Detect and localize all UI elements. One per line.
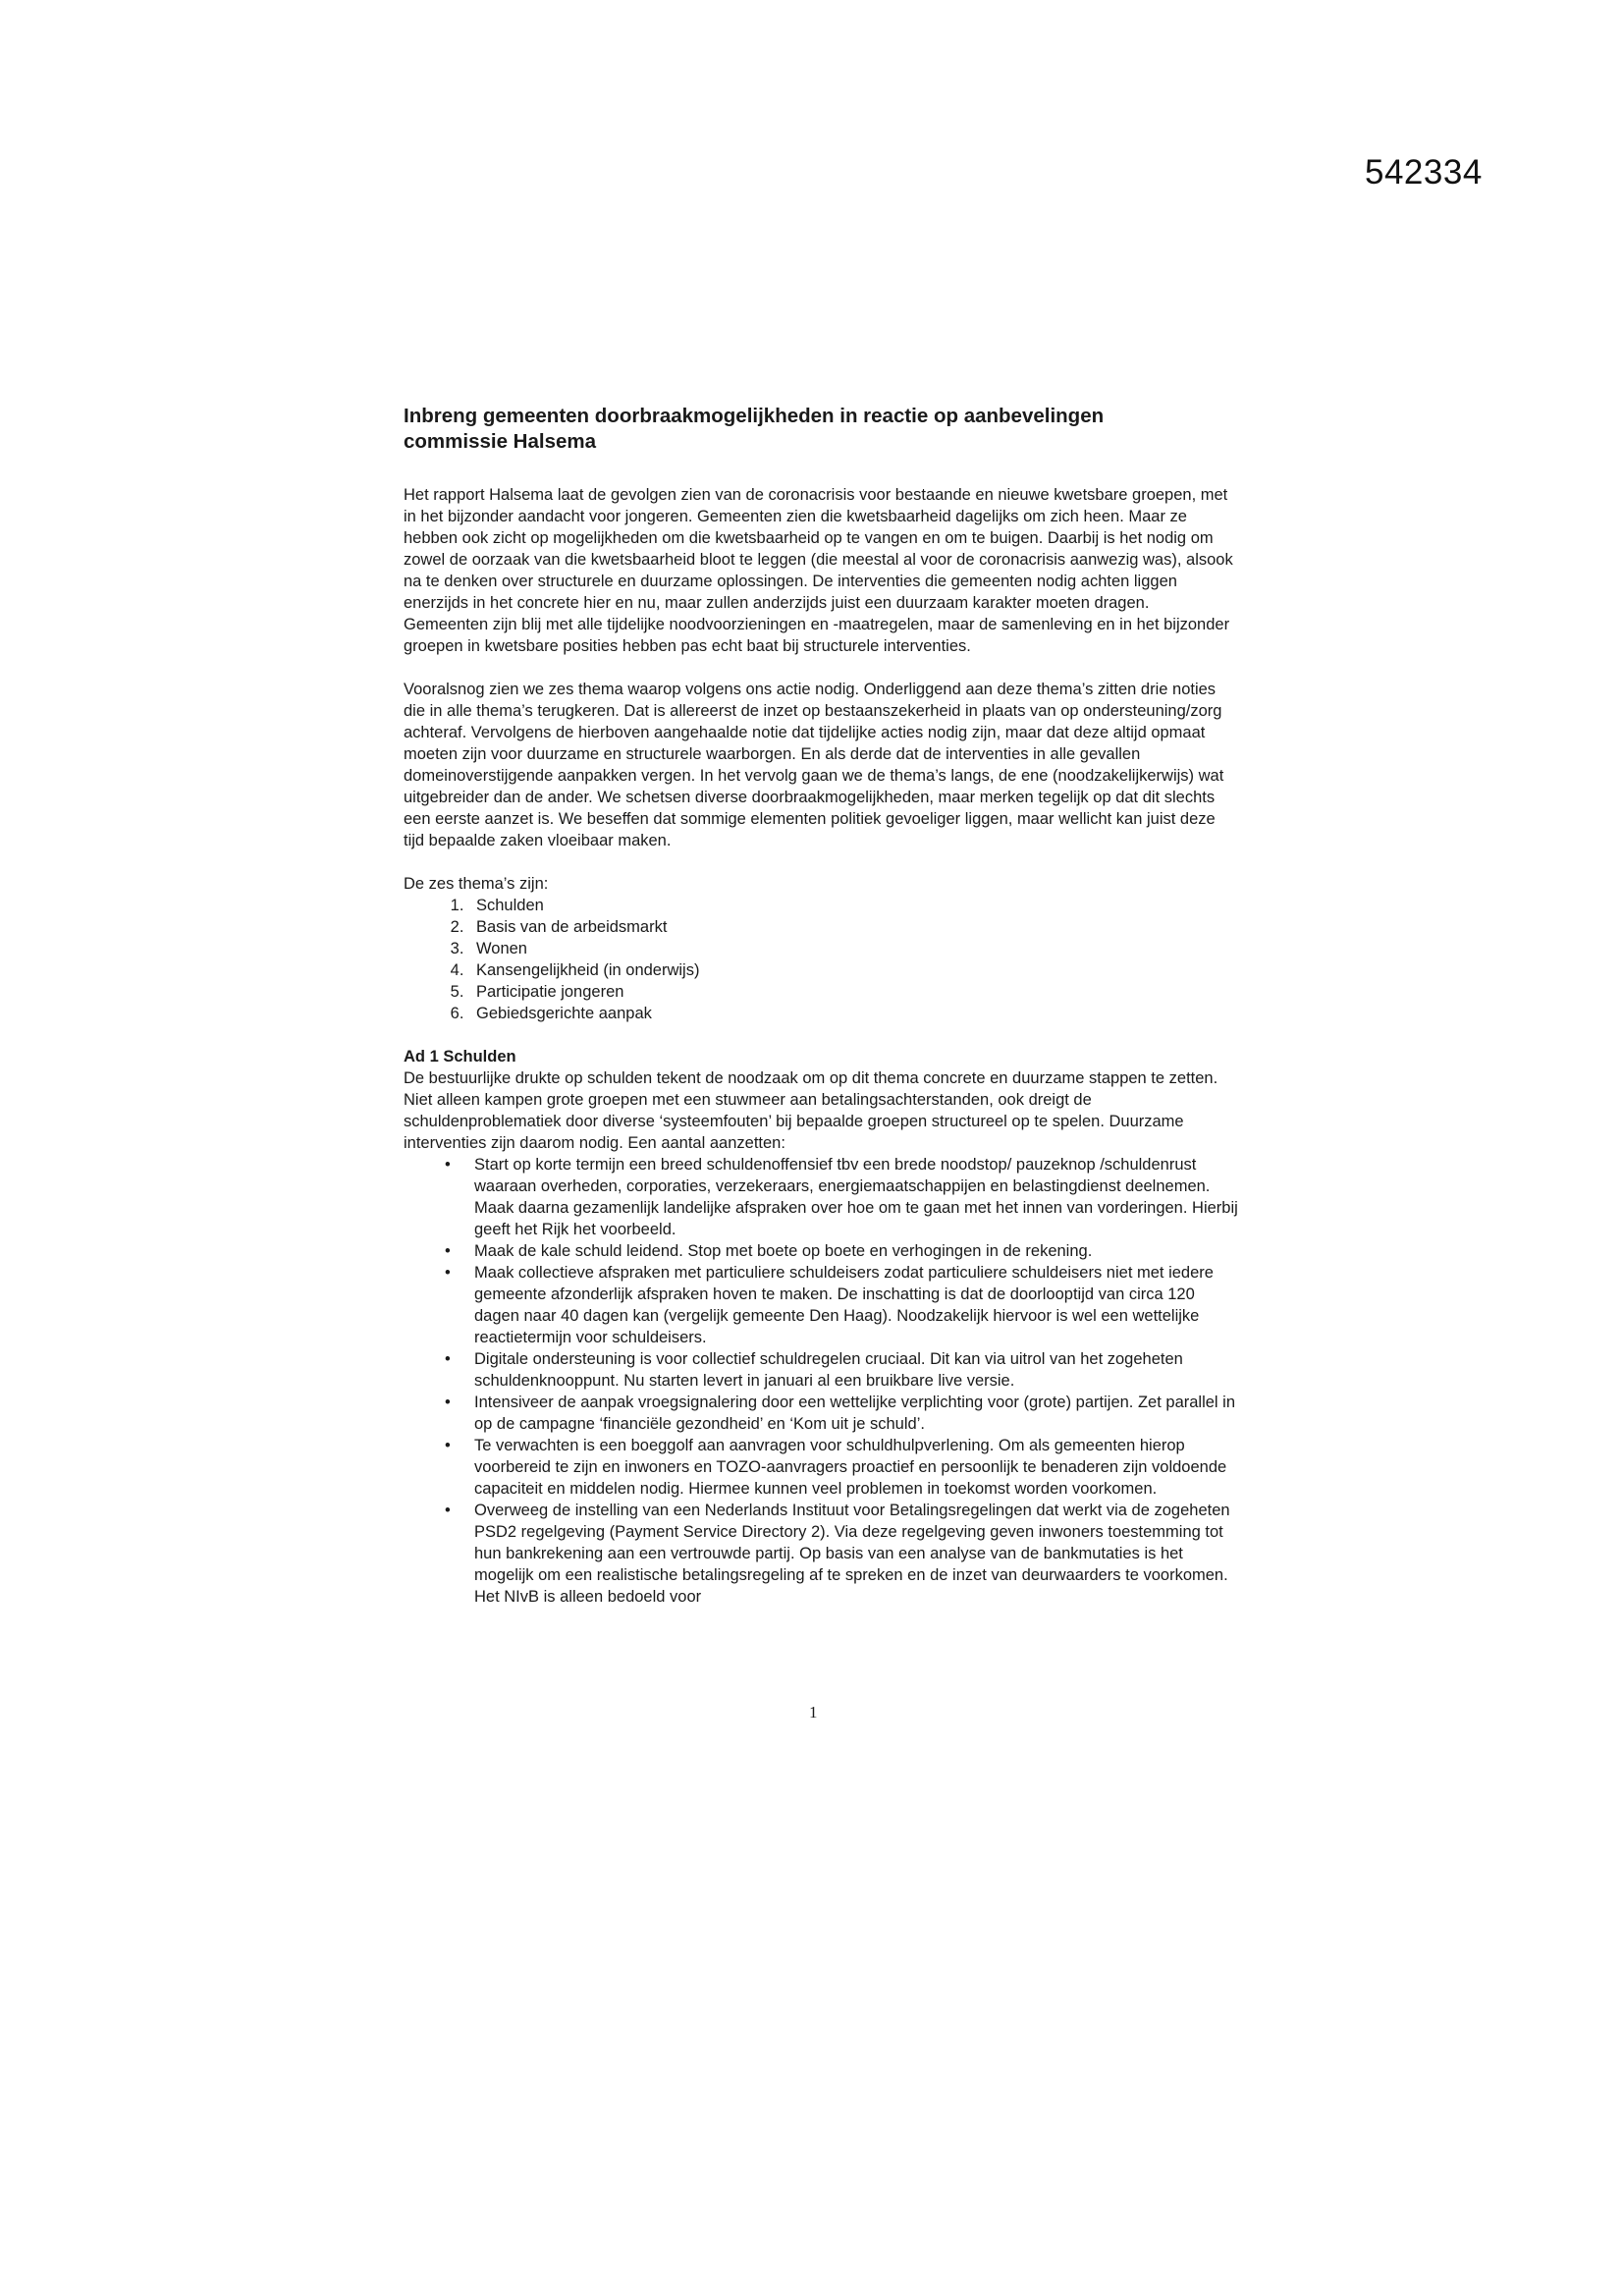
- action-list: [404, 1154, 1238, 1608]
- list-item: [445, 1392, 1238, 1435]
- themes-intro: De zes thema’s zijn:: [404, 875, 549, 893]
- list-item-text: Maak de kale schuld leidend. Stop met boete op boete en verhogingen in de rekening.: [474, 1242, 1093, 1260]
- list-item: 3. Wonen: [468, 938, 1238, 959]
- bullet-icon: •: [445, 1156, 451, 1174]
- list-item: [445, 1154, 1238, 1240]
- bullet-icon: •: [445, 1350, 451, 1368]
- list-item-text: Intensiveer de aanpak vroegsignalering door een wettelijke verplichting voor (grote) partijen. Zet parallel in op de campagne ‘financiële gezondheid’ en ‘Kom uit je schuld’.: [474, 1394, 1236, 1433]
- list-item: [445, 1240, 1238, 1262]
- list-item-text: Maak collectieve afspraken met particuliere schuldeisers zodat particuliere schuldeisers niet met iedere gemeente afzonderlijk afspraken hoven te maken. De inschatting is dat de doorlooptijd van circa 120 dagen naar 40 dagen kan (vergelijk gemeente Den Haag). Noodzakelijk hiervoor is wel een wettelijke reactietermijn voor schuldeisers.: [474, 1264, 1214, 1346]
- list-item: [445, 1435, 1238, 1500]
- section-intro: De bestuurlijke drukte op schulden tekent de noodzaak om op dit thema concrete en duurzame stappen te zetten. Niet alleen kampen grote groepen met een stuwmeer aan betalingsachterstanden, ook dreigt de schuldenproblematiek door diverse ‘systeemfouten’ bij bepaalde groepen structureel op te spelen. Duurzame interventies zijn daarom nodig. Een aantal aanzetten:: [404, 1069, 1218, 1152]
- bullet-icon: •: [445, 1502, 451, 1519]
- bullet-icon: •: [445, 1437, 451, 1454]
- document-title: Inbreng gemeenten doorbraakmogelijkheden in reactie op aanbevelingen commissie Halsema: [404, 405, 1105, 453]
- list-item: [445, 1500, 1238, 1608]
- bullet-icon: •: [445, 1394, 451, 1411]
- list-item-text: Digitale ondersteuning is voor collectief schuldregelen cruciaal. Dit kan via uitrol van het zogeheten schuldenknooppunt. Nu starten levert in januari al een bruikbare live versie.: [474, 1350, 1183, 1390]
- themes-list: [404, 895, 1238, 1024]
- page-number: 1: [809, 1703, 818, 1722]
- list-item: [445, 1262, 1238, 1348]
- bullet-icon: •: [445, 1242, 451, 1260]
- list-item: 1. Schulden: [468, 895, 1238, 916]
- list-item: 6. Gebiedsgerichte aanpak: [468, 1003, 1238, 1024]
- list-item-text: Overweeg de instelling van een Nederlands Instituut voor Betalingsregelingen dat werkt via de zogeheten PSD2 regelgeving (Payment Service Directory 2). Via deze regelgeving geven inwoners toestemming tot hun bankrekening aan een vertrouwde partij. Op basis van een analyse van de bankmutaties is het mogelijk om een realistische betalingsregeling af te spreken en de inzet van deurwaarders te voorkomen. Het NIvB is alleen bedoeld voor: [474, 1502, 1230, 1606]
- intro-paragraph: Het rapport Halsema laat de gevolgen zien van de coronacrisis voor bestaande en nieuwe kwetsbare groepen, met in het bijzonder aandacht voor jongeren. Gemeenten zien die kwetsbaarheid dagelijks om zich heen. Maar ze hebben ook zicht op mogelijkheden om die kwetsbaarheid op te vangen en om te buigen. Daarbij is het nodig om zowel de oorzaak van die kwetsbaarheid bloot te leggen (die meestal al voor de coronacrisis aanwezig was), alsook na te denken over structurele en duurzame oplossingen. De interventies die gemeenten nodig achten liggen enerzijds in het concrete hier en nu, maar zullen anderzijds juist een duurzaam karakter moeten dragen. Gemeenten zijn blij met alle tijdelijke noodvoorzieningen en -maatregelen, maar de samenleving en in het bijzonder groepen in kwetsbare posities hebben pas echt baat bij structurele interventies.: [404, 486, 1233, 655]
- list-item: 5. Participatie jongeren: [468, 981, 1238, 1003]
- document-body: [404, 404, 1238, 1608]
- list-item-text: Start op korte termijn een breed schuldenoffensief tbv een brede noodstop/ pauzeknop /schuldenrust waaraan overheden, corporaties, verzekeraars, energiemaatschappijen en belastingdienst deelnemen. Maak daarna gezamenlijk landelijke afspraken over hoe om te gaan met het innen van vorderingen. Hierbij geeft het Rijk het voorbeeld.: [474, 1156, 1238, 1238]
- section-heading: Ad 1 Schulden: [404, 1048, 516, 1066]
- bullet-icon: •: [445, 1264, 451, 1282]
- list-item: 4. Kansengelijkheid (in onderwijs): [468, 959, 1238, 981]
- list-item: 2. Basis van de arbeidsmarkt: [468, 916, 1238, 938]
- document-id: 542334: [1365, 153, 1483, 191]
- context-paragraph: Vooralsnog zien we zes thema waarop volgens ons actie nodig. Onderliggend aan deze thema’s zitten drie noties die in alle thema’s terugkeren. Dat is allereerst de inzet op bestaanszekerheid in plaats van op ondersteuning/zorg achteraf. Vervolgens de hierboven aangehaalde notie dat tijdelijke acties nodig zijn, maar dat deze altijd opmaat moeten zijn voor duurzame en structurele waarborgen. En als derde dat de interventies in alle gevallen domeinoverstijgende aanpakken vergen. In het vervolg gaan we de thema’s langs, de ene (noodzakelijkerwijs) wat uitgebreider dan de ander. We schetsen diverse doorbraakmogelijkheden, maar merken tegelijk op dat dit slechts een eerste aanzet is. We beseffen dat sommige elementen politiek gevoeliger liggen, maar wellicht kan juist deze tijd bepaalde zaken vloeibaar maken.: [404, 681, 1224, 849]
- list-item-text: Te verwachten is een boeggolf aan aanvragen voor schuldhulpverlening. Om als gemeenten hierop voorbereid te zijn en inwoners en TOZO-aanvragers proactief en persoonlijk te benaderen zijn voldoende capaciteit en middelen nodig. Hiermee kunnen veel problemen in toekomst worden voorkomen.: [474, 1437, 1227, 1498]
- list-item: [445, 1348, 1238, 1392]
